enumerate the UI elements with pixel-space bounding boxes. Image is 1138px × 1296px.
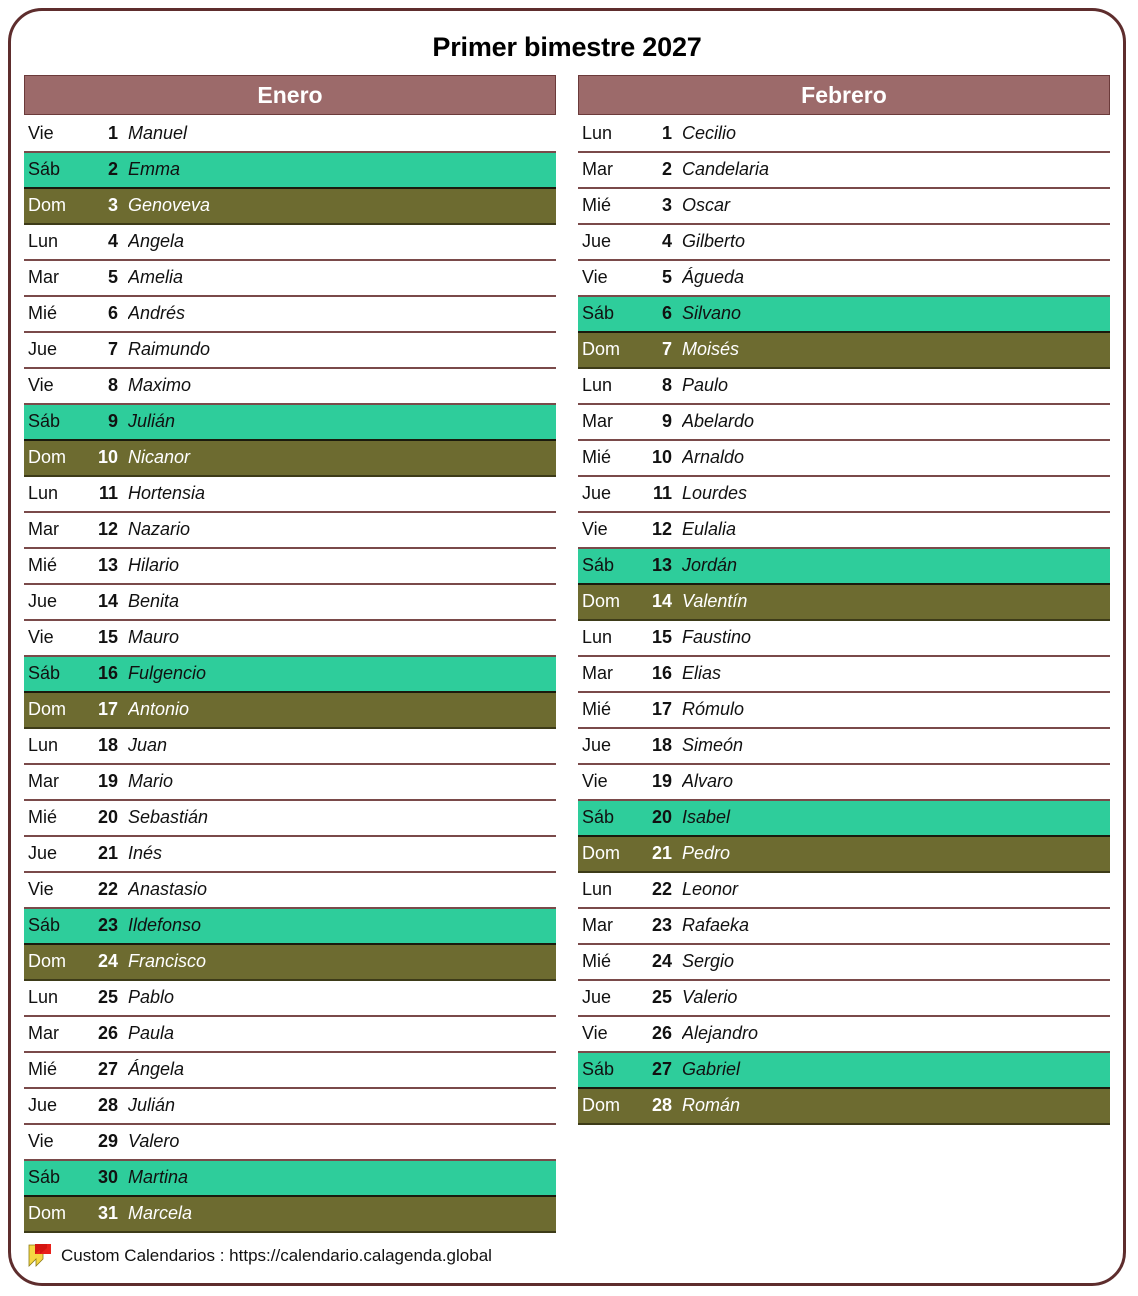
day-row[interactable] bbox=[578, 765, 1110, 801]
day-number: 4 bbox=[661, 231, 672, 252]
day-number: 23 bbox=[97, 915, 118, 936]
day-number: 2 bbox=[107, 159, 118, 180]
saint-name: Maximo bbox=[128, 375, 192, 396]
day-row[interactable] bbox=[24, 261, 556, 297]
day-number: 13 bbox=[97, 555, 118, 576]
day-of-week: Jue bbox=[28, 339, 58, 360]
day-row[interactable] bbox=[24, 225, 556, 261]
saint-name: Alvaro bbox=[682, 771, 734, 792]
saint-name: Fulgencio bbox=[128, 663, 207, 684]
day-row[interactable] bbox=[578, 369, 1110, 405]
day-row[interactable] bbox=[24, 801, 556, 837]
day-of-week: Sáb bbox=[582, 555, 615, 576]
day-of-week: Mar bbox=[28, 519, 59, 540]
day-row[interactable] bbox=[24, 981, 556, 1017]
saint-name: Isabel bbox=[682, 807, 731, 828]
day-row[interactable] bbox=[578, 729, 1110, 765]
day-row[interactable] bbox=[578, 477, 1110, 513]
day-row[interactable] bbox=[24, 765, 556, 801]
day-of-week: Vie bbox=[582, 771, 608, 792]
saint-name: Martina bbox=[128, 1167, 189, 1188]
day-of-week: Dom bbox=[28, 1203, 67, 1224]
day-number: 31 bbox=[97, 1203, 118, 1224]
day-row[interactable] bbox=[578, 405, 1110, 441]
day-of-week: Lun bbox=[28, 735, 59, 756]
saint-name: Leonor bbox=[682, 879, 739, 900]
saint-name: Emma bbox=[128, 159, 181, 180]
saint-name: Alejandro bbox=[682, 1023, 759, 1044]
day-of-week: Lun bbox=[28, 483, 59, 504]
footer-credit-text: Custom Calendarios : https://calendario.calagenda.global bbox=[61, 1246, 492, 1265]
day-number: 28 bbox=[97, 1095, 118, 1116]
day-list bbox=[24, 117, 556, 1233]
day-row[interactable] bbox=[24, 117, 556, 153]
day-number: 12 bbox=[651, 519, 672, 540]
saint-name: Rómulo bbox=[682, 699, 745, 720]
day-list bbox=[578, 117, 1110, 1125]
saint-name: Silvano bbox=[682, 303, 742, 324]
saint-name: Simeón bbox=[682, 735, 744, 756]
day-number: 20 bbox=[97, 807, 118, 828]
saint-name: Sergio bbox=[682, 951, 735, 972]
day-row[interactable] bbox=[24, 873, 556, 909]
day-of-week: Dom bbox=[28, 447, 67, 468]
day-row[interactable] bbox=[578, 981, 1110, 1017]
saint-name: Paula bbox=[128, 1023, 175, 1044]
page-title: Primer bimestre 2027 bbox=[432, 32, 702, 62]
day-row[interactable] bbox=[578, 261, 1110, 297]
saint-name: Elias bbox=[682, 663, 722, 684]
day-of-week: Mié bbox=[28, 303, 58, 324]
day-row[interactable] bbox=[24, 657, 556, 693]
day-row[interactable] bbox=[24, 1017, 556, 1053]
saint-name: Andrés bbox=[128, 303, 186, 324]
day-of-week: Dom bbox=[582, 1095, 621, 1116]
saint-name: Nicanor bbox=[128, 447, 191, 468]
day-row[interactable] bbox=[24, 549, 556, 585]
saint-name: Inés bbox=[128, 843, 163, 864]
day-number: 22 bbox=[651, 879, 672, 900]
day-of-week: Lun bbox=[28, 987, 59, 1008]
day-row[interactable] bbox=[578, 1017, 1110, 1053]
day-number: 1 bbox=[661, 123, 672, 144]
saint-name: Cecilio bbox=[682, 123, 737, 144]
day-number: 25 bbox=[97, 987, 118, 1008]
saint-name: Hilario bbox=[128, 555, 180, 576]
day-row[interactable] bbox=[578, 117, 1110, 153]
day-row[interactable] bbox=[578, 945, 1110, 981]
day-number: 7 bbox=[661, 339, 672, 360]
day-row[interactable] bbox=[578, 621, 1110, 657]
day-of-week: Mié bbox=[28, 807, 58, 828]
day-number: 1 bbox=[107, 123, 118, 144]
saint-name: Benita bbox=[128, 591, 180, 612]
day-row[interactable] bbox=[578, 873, 1110, 909]
saint-name: Oscar bbox=[682, 195, 731, 216]
day-row[interactable] bbox=[24, 909, 556, 945]
saint-name: Julián bbox=[128, 1095, 176, 1116]
day-row[interactable] bbox=[578, 153, 1110, 189]
saint-name: Pedro bbox=[682, 843, 731, 864]
day-of-week: Vie bbox=[28, 1131, 54, 1152]
saint-name: Manuel bbox=[128, 123, 188, 144]
day-number: 14 bbox=[97, 591, 118, 612]
saint-name: Gabriel bbox=[682, 1059, 741, 1080]
saint-name: Raimundo bbox=[128, 339, 211, 360]
day-of-week: Sáb bbox=[582, 1059, 615, 1080]
day-of-week: Mié bbox=[582, 951, 612, 972]
saint-name: Mario bbox=[128, 771, 174, 792]
day-row[interactable] bbox=[24, 441, 556, 477]
day-number: 5 bbox=[107, 267, 118, 288]
day-of-week: Sáb bbox=[28, 159, 61, 180]
saint-name: Juan bbox=[128, 735, 168, 756]
day-number: 12 bbox=[97, 519, 118, 540]
saint-name: Lourdes bbox=[682, 483, 748, 504]
day-row[interactable] bbox=[24, 1089, 556, 1125]
day-row[interactable] bbox=[578, 1089, 1110, 1125]
day-of-week: Mar bbox=[582, 411, 613, 432]
saint-name: Abelardo bbox=[682, 411, 755, 432]
day-row[interactable] bbox=[24, 837, 556, 873]
day-number: 26 bbox=[651, 1023, 672, 1044]
saint-name: Arnaldo bbox=[682, 447, 745, 468]
saint-name: Águeda bbox=[682, 267, 745, 288]
saint-name: Amelia bbox=[128, 267, 184, 288]
day-row[interactable] bbox=[24, 729, 556, 765]
day-number: 21 bbox=[97, 843, 118, 864]
day-row[interactable] bbox=[24, 1197, 556, 1233]
day-of-week: Mar bbox=[582, 663, 613, 684]
day-number: 4 bbox=[107, 231, 118, 252]
day-of-week: Jue bbox=[28, 843, 58, 864]
saint-name: Gilberto bbox=[682, 231, 746, 252]
day-of-week: Sáb bbox=[28, 411, 61, 432]
day-number: 19 bbox=[651, 771, 672, 792]
day-of-week: Jue bbox=[28, 591, 58, 612]
saint-name: Román bbox=[682, 1095, 741, 1116]
day-number: 9 bbox=[661, 411, 672, 432]
months-container bbox=[11, 63, 1123, 1233]
day-of-week: Lun bbox=[582, 879, 613, 900]
day-number: 3 bbox=[107, 195, 118, 216]
day-number: 6 bbox=[661, 303, 672, 324]
day-of-week: Mié bbox=[28, 555, 58, 576]
calendar-card bbox=[8, 8, 1126, 1286]
saint-name: Nazario bbox=[128, 519, 191, 540]
day-number: 10 bbox=[97, 447, 118, 468]
day-number: 28 bbox=[651, 1095, 672, 1116]
day-row[interactable] bbox=[578, 801, 1110, 837]
day-row[interactable] bbox=[24, 1053, 556, 1089]
day-row[interactable] bbox=[578, 1053, 1110, 1089]
saint-name: Paulo bbox=[682, 375, 729, 396]
day-number: 10 bbox=[651, 447, 672, 468]
day-number: 6 bbox=[107, 303, 118, 324]
day-of-week: Mar bbox=[28, 1023, 59, 1044]
saint-name: Genoveva bbox=[128, 195, 211, 216]
saint-name: Valero bbox=[128, 1131, 180, 1152]
day-of-week: Dom bbox=[582, 339, 621, 360]
day-of-week: Jue bbox=[582, 735, 612, 756]
day-row[interactable] bbox=[578, 909, 1110, 945]
day-of-week: Lun bbox=[582, 123, 613, 144]
day-number: 18 bbox=[651, 735, 672, 756]
day-row[interactable] bbox=[24, 1161, 556, 1197]
flag-bookmark-icon bbox=[27, 1242, 53, 1268]
footer bbox=[11, 1243, 1123, 1269]
day-of-week: Jue bbox=[582, 231, 612, 252]
saint-name: Angela bbox=[128, 231, 185, 252]
day-number: 19 bbox=[97, 771, 118, 792]
day-number: 2 bbox=[661, 159, 672, 180]
day-row[interactable] bbox=[578, 225, 1110, 261]
month-header: Enero bbox=[24, 75, 556, 115]
day-number: 5 bbox=[661, 267, 672, 288]
day-row[interactable] bbox=[24, 153, 556, 189]
day-of-week: Dom bbox=[582, 843, 621, 864]
saint-name: Pablo bbox=[128, 987, 175, 1008]
saint-name: Rafaeka bbox=[682, 915, 750, 936]
day-of-week: Dom bbox=[28, 195, 67, 216]
day-number: 16 bbox=[651, 663, 672, 684]
saint-name: Ángela bbox=[128, 1059, 185, 1080]
day-number: 21 bbox=[651, 843, 672, 864]
day-number: 29 bbox=[97, 1131, 118, 1152]
day-row[interactable] bbox=[578, 549, 1110, 585]
saint-name: Valentín bbox=[682, 591, 748, 612]
day-row[interactable] bbox=[24, 405, 556, 441]
day-of-week: Mar bbox=[28, 771, 59, 792]
day-number: 30 bbox=[97, 1167, 118, 1188]
day-number: 13 bbox=[651, 555, 672, 576]
day-row[interactable] bbox=[578, 189, 1110, 225]
day-row[interactable] bbox=[578, 441, 1110, 477]
day-of-week: Mié bbox=[582, 195, 612, 216]
day-of-week: Vie bbox=[28, 627, 54, 648]
day-of-week: Dom bbox=[28, 951, 67, 972]
saint-name: Anastasio bbox=[128, 879, 208, 900]
day-number: 15 bbox=[651, 627, 672, 648]
month-header: Febrero bbox=[578, 75, 1110, 115]
day-of-week: Vie bbox=[28, 879, 54, 900]
day-number: 18 bbox=[97, 735, 118, 756]
saint-name: Julián bbox=[128, 411, 176, 432]
day-of-week: Vie bbox=[582, 1023, 608, 1044]
day-of-week: Mié bbox=[28, 1059, 58, 1080]
saint-name: Jordán bbox=[682, 555, 738, 576]
saint-name: Moisés bbox=[682, 339, 740, 360]
day-of-week: Jue bbox=[28, 1095, 58, 1116]
day-of-week: Mar bbox=[28, 267, 59, 288]
day-of-week: Mar bbox=[582, 159, 613, 180]
day-of-week: Mar bbox=[582, 915, 613, 936]
day-row[interactable] bbox=[24, 1125, 556, 1161]
saint-name: Ildefonso bbox=[128, 915, 202, 936]
saint-name: Eulalia bbox=[682, 519, 737, 540]
day-row[interactable] bbox=[578, 837, 1110, 873]
day-number: 23 bbox=[651, 915, 672, 936]
day-of-week: Jue bbox=[582, 483, 612, 504]
day-of-week: Mié bbox=[582, 699, 612, 720]
day-number: 26 bbox=[97, 1023, 118, 1044]
day-row[interactable] bbox=[578, 297, 1110, 333]
day-of-week: Lun bbox=[582, 627, 613, 648]
month-column-febrero bbox=[578, 75, 1110, 1233]
day-number: 27 bbox=[97, 1059, 118, 1080]
day-of-week: Lun bbox=[28, 231, 59, 252]
day-row[interactable] bbox=[24, 333, 556, 369]
day-row[interactable] bbox=[24, 369, 556, 405]
day-number: 8 bbox=[107, 375, 118, 396]
day-row[interactable] bbox=[578, 657, 1110, 693]
day-of-week: Mié bbox=[582, 447, 612, 468]
day-number: 14 bbox=[651, 591, 672, 612]
day-of-week: Sáb bbox=[28, 663, 61, 684]
day-row[interactable] bbox=[578, 513, 1110, 549]
day-row[interactable] bbox=[24, 945, 556, 981]
day-of-week: Sáb bbox=[28, 1167, 61, 1188]
month-column-enero bbox=[24, 75, 556, 1233]
day-number: 8 bbox=[661, 375, 672, 396]
saint-name: Hortensia bbox=[128, 483, 206, 504]
saint-name: Faustino bbox=[682, 627, 752, 648]
day-number: 24 bbox=[651, 951, 672, 972]
saint-name: Sebastián bbox=[128, 807, 209, 828]
day-number: 16 bbox=[97, 663, 118, 684]
day-of-week: Vie bbox=[582, 267, 608, 288]
day-of-week: Sáb bbox=[582, 807, 615, 828]
day-row[interactable] bbox=[24, 477, 556, 513]
day-number: 9 bbox=[107, 411, 118, 432]
saint-name: Antonio bbox=[128, 699, 190, 720]
day-number: 25 bbox=[651, 987, 672, 1008]
day-row[interactable] bbox=[24, 621, 556, 657]
day-number: 17 bbox=[651, 699, 672, 720]
saint-name: Francisco bbox=[128, 951, 207, 972]
day-number: 20 bbox=[651, 807, 672, 828]
day-row[interactable] bbox=[24, 585, 556, 621]
day-number: 27 bbox=[651, 1059, 672, 1080]
saint-name: Mauro bbox=[128, 627, 180, 648]
day-of-week: Jue bbox=[582, 987, 612, 1008]
day-number: 17 bbox=[97, 699, 118, 720]
day-of-week: Dom bbox=[28, 699, 67, 720]
day-of-week: Dom bbox=[582, 591, 621, 612]
day-number: 22 bbox=[97, 879, 118, 900]
day-row[interactable] bbox=[24, 297, 556, 333]
day-number: 24 bbox=[97, 951, 118, 972]
saint-name: Candelaria bbox=[682, 159, 770, 180]
day-row[interactable] bbox=[578, 585, 1110, 621]
day-row[interactable] bbox=[24, 189, 556, 225]
day-number: 15 bbox=[97, 627, 118, 648]
day-of-week: Sáb bbox=[582, 303, 615, 324]
day-row[interactable] bbox=[24, 693, 556, 729]
day-row[interactable] bbox=[578, 693, 1110, 729]
saint-name: Valerio bbox=[682, 987, 738, 1008]
day-of-week: Vie bbox=[28, 375, 54, 396]
day-of-week: Sáb bbox=[28, 915, 61, 936]
day-number: 7 bbox=[107, 339, 118, 360]
day-row[interactable] bbox=[24, 513, 556, 549]
day-row[interactable] bbox=[578, 333, 1110, 369]
day-number: 11 bbox=[652, 483, 672, 504]
saint-name: Marcela bbox=[128, 1203, 193, 1224]
day-number: 11 bbox=[98, 483, 118, 504]
day-of-week: Vie bbox=[582, 519, 608, 540]
day-of-week: Vie bbox=[28, 123, 54, 144]
day-of-week: Lun bbox=[582, 375, 613, 396]
day-number: 3 bbox=[661, 195, 672, 216]
